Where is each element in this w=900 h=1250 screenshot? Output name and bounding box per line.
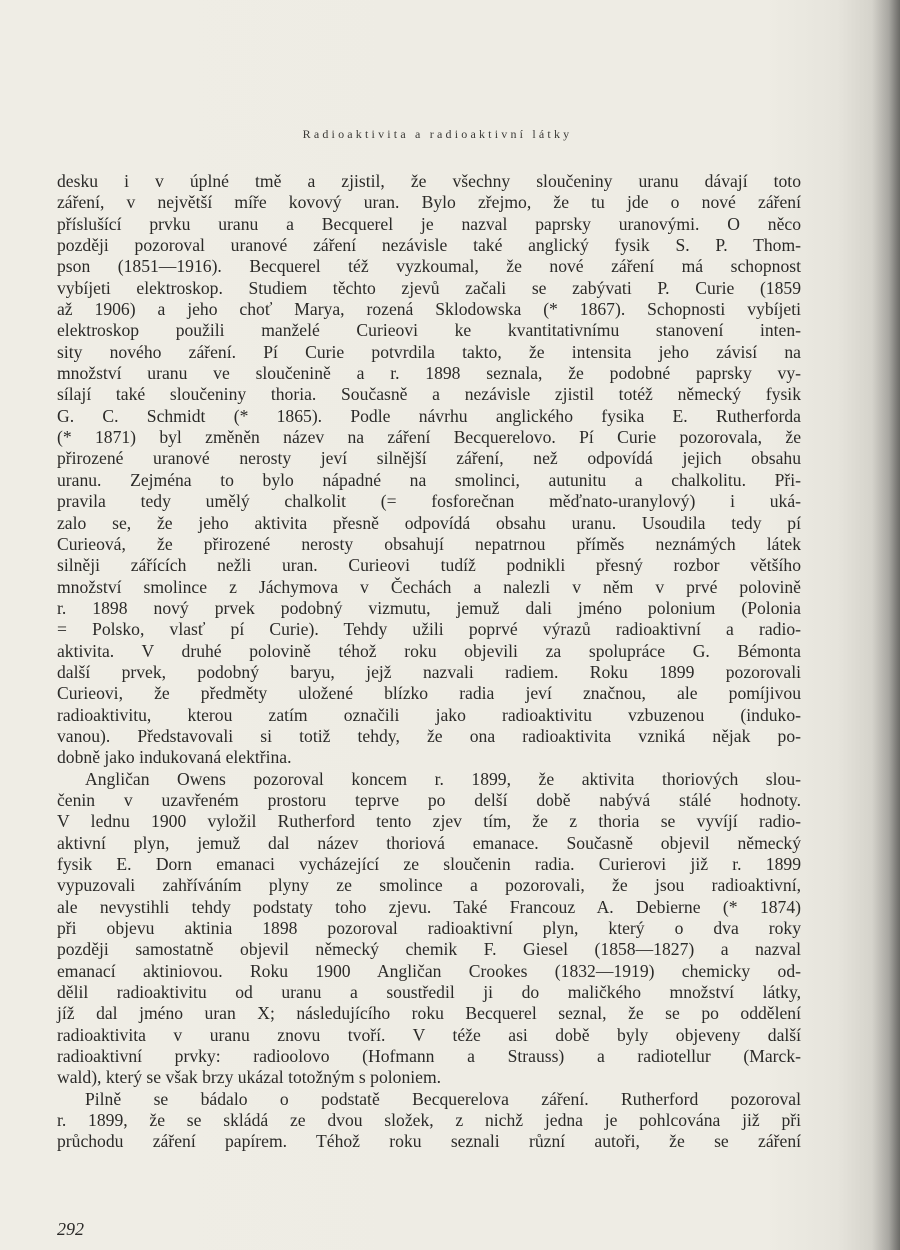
text-line: záření, v největší míře kovový uran. Bylo zřejmo, že tu jde o nové záření	[57, 192, 801, 213]
text-line: vybíjeti elektroskop. Studiem těchto zjevů začali se zabývati P. Curie (1859	[57, 277, 801, 298]
body-text	[57, 171, 801, 1153]
text-line: pravila tedy umělý chalkolit (= fosforečnan měďnato-uranylový) i uká-	[57, 491, 801, 512]
text-line: r. 1898 nový prvek podobný vizmutu, jemuž dali jméno polonium (Polonia	[57, 597, 801, 618]
text-line: později samostatně objevil německý chemik F. Giesel (1858—1827) a nazval	[57, 939, 801, 960]
text-line: fysik E. Dorn emanaci vycházející ze sloučenin radia. Curierovi již r. 1899	[57, 854, 801, 874]
text-line: radioaktivita v uranu znovu tvoří. V téže asi době byly objeveny další	[57, 1024, 801, 1045]
text-line: elektroskop použili manželé Curieovi ke kvantitativnímu stanovení inten-	[57, 320, 801, 341]
text-line: jíž dal jméno uran X; následujícího roku Becquerel seznal, že se po oddělení	[57, 1003, 801, 1024]
text-line: (* 1871) byl změněn název na záření Becquerelovo. Pí Curie pozorovala, že	[57, 427, 801, 448]
text-line: Pilně se bádalo o podstatě Becquerelova záření. Rutherford pozoroval	[85, 1088, 801, 1109]
page-number: 292	[57, 1219, 84, 1239]
text-line: zalo se, že jeho aktivita přesně odpovídá obsahu uranu. Usoudila tedy pí	[57, 512, 801, 533]
text-line: wald), který se však brzy ukázal totožným s poloniem.	[57, 1067, 442, 1088]
text-line: při objevu aktinia 1898 pozoroval radioaktivní plyn, který o dva roky	[57, 918, 801, 939]
text-line: ale nevystihli tehdy podstaty toho zjevu. Také Francouz A. Debierne (* 1874)	[57, 896, 801, 917]
text-line: aktivita. V druhé polovině téhož roku objevili za spolupráce G. Bémonta	[57, 640, 801, 661]
text-line: další prvek, podobný baryu, jejž nazvali radiem. Roku 1899 pozorovali	[57, 661, 801, 682]
text-line: množství uranu ve sloučenině a r. 1898 seznala, že podobné paprsky vy-	[57, 363, 801, 384]
text-line: dobně jako indukovaná elektřina.	[57, 747, 292, 768]
text-line: emanací aktiniovou. Roku 1900 Angličan Crookes (1832—1919) chemicky od-	[57, 960, 801, 981]
text-line: čenin v uzavřeném prostoru teprve po delší době nabývá stálé hodnoty.	[57, 789, 801, 810]
text-line: příslušící prvku uranu a Becquerel je nazval paprsky uranovými. O něco	[57, 213, 801, 234]
page-edge-shadow	[872, 0, 900, 1250]
text-line: silněji zářících nežli uran. Curieovi tudíž podnikli přesný rozbor většího	[57, 555, 801, 576]
text-line: desku i v úplné tmě a zjistil, že všechny sloučeniny uranu dávají toto	[57, 171, 801, 191]
text-line: radioaktivitu, kterou zatím označili jako radioaktivitu vzbuzenou (induko-	[57, 704, 801, 725]
text-line: vanou). Představovali si totiž tehdy, že ona radioaktivita vzniká nějak po-	[57, 725, 801, 746]
text-line: Curieovi, že předměty uložené blízko radia jeví značnou, ale pomíjivou	[57, 683, 801, 704]
text-line: r. 1899, že se skládá ze dvou složek, z nichž jedna je pohlcována již při	[57, 1110, 801, 1131]
text-line: pson (1851—1916). Becquerel též vyzkoumal, že nové záření má schopnost	[57, 256, 801, 277]
text-line: průchodu záření papírem. Téhož roku seznali různí autoři, že se záření	[57, 1131, 801, 1152]
text-line: až 1906) a jeho choť Marya, rozená Sklodowska (* 1867). Schopnosti vybíjeti	[57, 299, 801, 320]
text-line: vypuzovali zahříváním plyny ze smolince a pozorovali, že jsou radioaktivní,	[57, 875, 801, 896]
text-line: = Polsko, vlasť pí Curie). Tehdy užili poprvé výrazů radioaktivní a radio-	[57, 619, 801, 640]
text-line: sílají také sloučeniny thoria. Současně a nezávisle zjistil totéž německý fysik	[57, 384, 801, 405]
text-line: G. C. Schmidt (* 1865). Podle návrhu anglického fysika E. Rutherforda	[57, 405, 801, 426]
text-line: Angličan Owens pozoroval koncem r. 1899, že aktivita thoriových slou-	[85, 768, 801, 789]
text-line: později pozoroval uranové záření nezávisle také anglický fysik S. P. Thom-	[57, 235, 801, 256]
text-line: uranu. Zejména to bylo nápadné na smolinci, autunitu a chalkolitu. Při-	[57, 469, 801, 490]
text-line: množství smolince z Jáchymova v Čechách a nalezli v něm v prvé polovině	[57, 576, 801, 597]
text-line: Curieová, že přirozené nerosty obsahují nepatrnou příměs neznámých látek	[57, 533, 801, 554]
text-line: sity nového záření. Pí Curie potvrdila takto, že intensita jeho závisí na	[57, 341, 801, 362]
running-head: Radioaktivita a radioaktivní látky	[302, 127, 573, 141]
text-line: aktivní plyn, jemuž dal název thoriová emanace. Současně objevil německý	[57, 832, 801, 853]
text-line: radioaktivní prvky: radioolovo (Hofmann a Strauss) a radiotellur (Marck-	[57, 1046, 801, 1067]
text-line: V lednu 1900 vyložil Rutherford tento zjev tím, že z thoria se vyvíjí radio-	[57, 811, 801, 832]
text-line: přirozené uranové nerosty jeví silnější záření, než odpovídá jejich obsahu	[57, 448, 801, 469]
text-line: dělil radioaktivitu od uranu a soustředil ji do maličkého množství látky,	[57, 982, 801, 1003]
